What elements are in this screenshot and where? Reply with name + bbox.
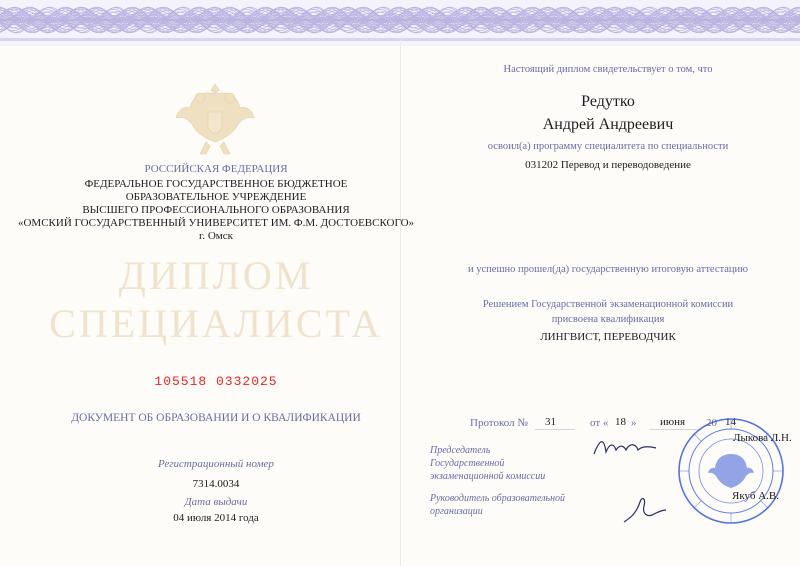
institution-line-2: ОБРАЗОВАТЕЛЬНОЕ УЧРЕЖДЕНИЕ: [125, 191, 307, 203]
protocol-year-prefix: 20: [706, 417, 717, 429]
issue-date-label: Дата выдачи: [184, 496, 248, 508]
issue-date: 04 июля 2014 года: [173, 512, 259, 524]
institution-line-4: «ОМСКИЙ ГОСУДАРСТВЕННЫЙ УНИВЕРСИТЕТ ИМ. Ф.М. ДОСТОЕВСКОГО»: [17, 217, 415, 229]
protocol-number: 31: [545, 416, 556, 428]
chair-label-line-2: Государственной: [430, 458, 505, 469]
double-headed-eagle-emblem: [170, 76, 260, 158]
specialist-title: СПЕЦИАЛИСТА: [49, 301, 383, 346]
certifies-text: Настоящий диплом свидетельствует о том, что: [503, 64, 713, 75]
qualification: ЛИНГВИСТ, ПЕРЕВОДЧИК: [540, 331, 676, 343]
head-signature: [620, 492, 668, 528]
diploma-title: ДИПЛОМ: [118, 253, 314, 298]
protocol-month: июня: [660, 416, 686, 428]
protocol-number-underline: [535, 429, 575, 430]
graduate-name: Андрей Андреевич: [542, 116, 674, 133]
document-type: ДОКУМЕНТ ОБ ОБРАЗОВАНИИ И О КВАЛИФИКАЦИИ: [71, 412, 361, 424]
protocol-from-label: от «: [590, 417, 609, 429]
chair-name: Лыкова Л.Н.: [733, 432, 792, 444]
fold-line: [400, 40, 401, 566]
protocol-label: Протокол №: [470, 417, 528, 429]
institution-line-3: ВЫСШЕГО ПРОФЕССИОНАЛЬНОГО ОБРАЗОВАНИЯ: [82, 204, 350, 216]
institution-line-1: ФЕДЕРАЛЬНОЕ ГОСУДАРСТВЕННОЕ БЮДЖЕТНОЕ: [84, 178, 348, 190]
specialty: 031202 Перевод и переводоведение: [525, 159, 691, 171]
decision-text: Решением Государственной экзаменационной комиссии: [482, 299, 734, 310]
passed-attestation-text: и успешно прошел(да) государственную итоговую аттестацию: [468, 264, 748, 275]
registration-number-label: Регистрационный номер: [158, 458, 274, 470]
graduate-surname: Редутко: [581, 93, 635, 110]
protocol-year-suffix: 14: [725, 416, 736, 428]
head-label-line-1: Руководитель образовательной: [430, 493, 566, 504]
mastered-program-text: освоил(а) программу специалитета по специальности: [487, 141, 729, 152]
country-name: РОССИЙСКАЯ ФЕДЕРАЦИЯ: [144, 163, 288, 175]
registration-number: 7314.0034: [192, 478, 240, 490]
protocol-day: 18: [615, 416, 626, 428]
head-label-line-2: организации: [430, 506, 483, 517]
head-name: Якуб А.В.: [732, 490, 780, 502]
protocol-day-close: »: [631, 417, 637, 429]
chair-label-line-1: Председатель: [430, 445, 491, 456]
serial-number: 105518 0332025: [154, 374, 278, 389]
chair-signature: [590, 434, 660, 460]
qualification-awarded-text: присвоена квалификация: [551, 314, 665, 325]
chair-label-line-3: экзаменационной комиссии: [430, 471, 546, 482]
city: г. Омск: [199, 230, 233, 242]
